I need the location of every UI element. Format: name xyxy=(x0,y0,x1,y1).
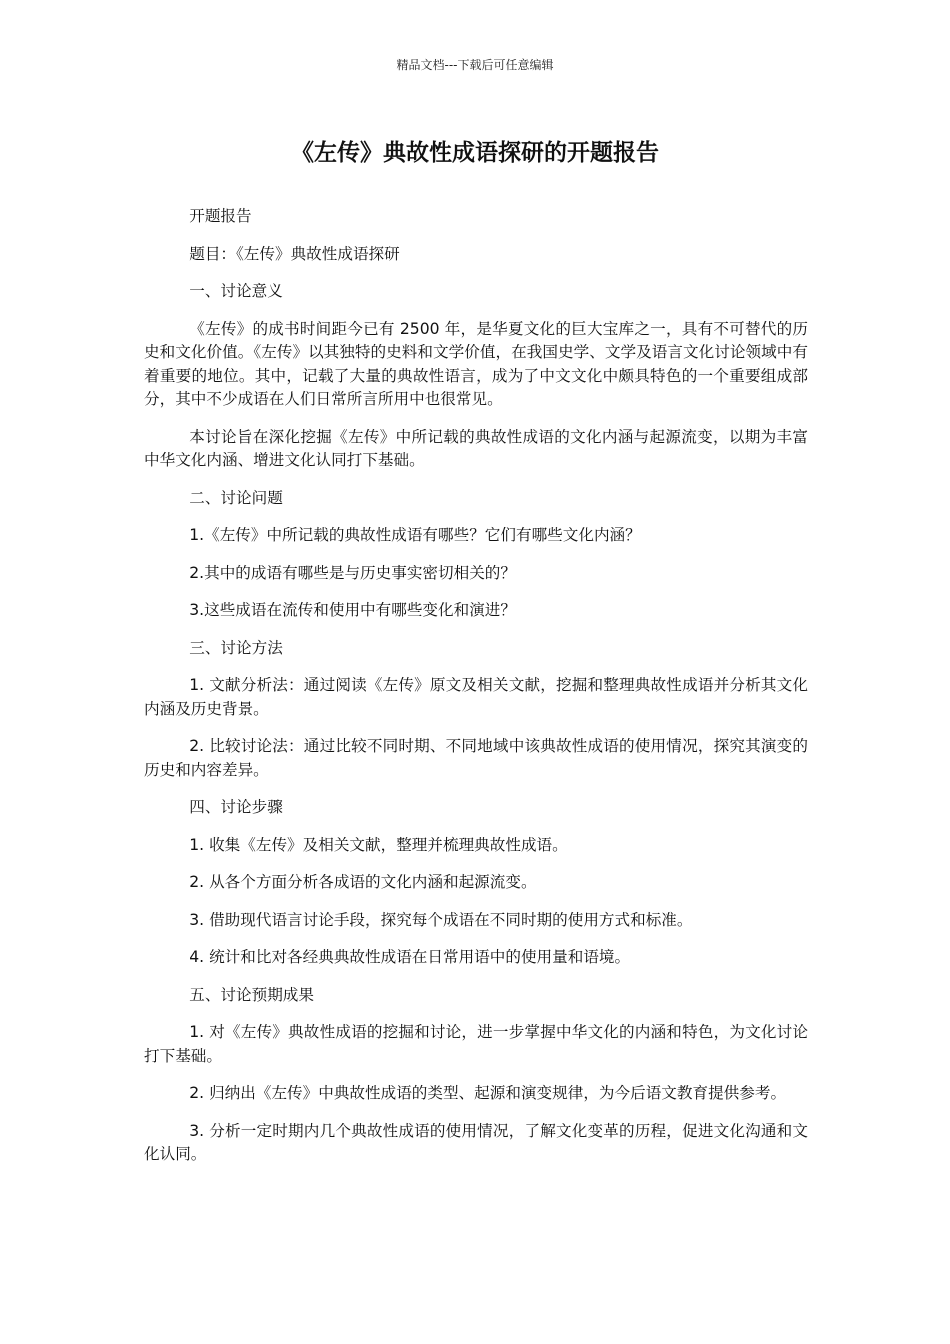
question-item-3: 3.这些成语在流传和使用中有哪些变化和演进？ xyxy=(189,601,516,619)
step-item-3: 3. 借助现代语言讨论手段，探究每个成语在不同时期的使用方式和标准。 xyxy=(189,910,693,929)
significance-paragraph-2: 本讨论旨在深化挖掘《左传》中所记载的典故性成语的文化内涵与起源流变，以期为丰富中华文化内涵、增进文化认同打下基础。 xyxy=(144,427,808,469)
method-item-2: 2. 比较讨论法：通过比较不同时期、不同地域中该典故性成语的使用情况，探究其演变的历史和内容差异。 xyxy=(144,737,808,779)
step-item-2: 2. 从各个方面分析各成语的文化内涵和起源流变。 xyxy=(189,873,537,891)
question-item-2: 2.其中的成语有哪些是与历史事实密切相关的？ xyxy=(189,563,516,582)
section-heading-significance: 一、讨论意义 xyxy=(189,282,283,300)
report-label: 开题报告 xyxy=(189,207,252,225)
page-header: 精品文档---下载后可任意编辑 xyxy=(396,58,554,72)
section-heading-methods: 三、讨论方法 xyxy=(189,638,283,657)
section-heading-outcomes: 五、讨论预期成果 xyxy=(189,985,314,1004)
significance-paragraph-1: 《左传》的成书时间距今已有 2500 年，是华夏文化的巨大宝库之一，具有不可替代的历史和文化价值。《左传》以其独特的史料和文学价值，在我国史学、文学及语言文化讨论领域中有着重要的地位。其中，记载了大量的典故性语言，成为了中文文化中颇具特色的一个重要组成部分，其中不少成语在人们日常所言所用中也很常见。 xyxy=(144,319,808,408)
step-item-1: 1. 收集《左传》及相关文献，整理并梳理典故性成语。 xyxy=(189,835,568,854)
section-heading-questions: 二、讨论问题 xyxy=(189,488,283,507)
topic-line: 题目：《左传》典故性成语探研 xyxy=(189,244,400,263)
section-heading-steps: 四、讨论步骤 xyxy=(189,798,283,816)
document-body xyxy=(144,205,808,1181)
method-item-1: 1. 文献分析法：通过阅读《左传》原文及相关文献，挖掘和整理典故性成语并分析其文化内涵及历史背景。 xyxy=(144,676,808,718)
step-item-4: 4. 统计和比对各经典典故性成语在日常用语中的使用量和语境。 xyxy=(189,948,631,966)
outcome-item-2: 2. 归纳出《左传》中典故性成语的类型、起源和演变规律，为今后语文教育提供参考。 xyxy=(189,1084,787,1102)
outcome-item-1: 1. 对《左传》典故性成语的挖掘和讨论，进一步掌握中华文化的内涵和特色，为文化讨论打下基础。 xyxy=(144,1023,808,1065)
document-title: 《左传》典故性成语探研的开题报告 xyxy=(291,140,659,166)
question-item-1: 1.《左传》中所记载的典故性成语有哪些？它们有哪些文化内涵？ xyxy=(189,526,641,544)
outcome-item-3: 3. 分析一定时期内几个典故性成语的使用情况，了解文化变革的历程，促进文化沟通和文化认同。 xyxy=(144,1121,808,1163)
